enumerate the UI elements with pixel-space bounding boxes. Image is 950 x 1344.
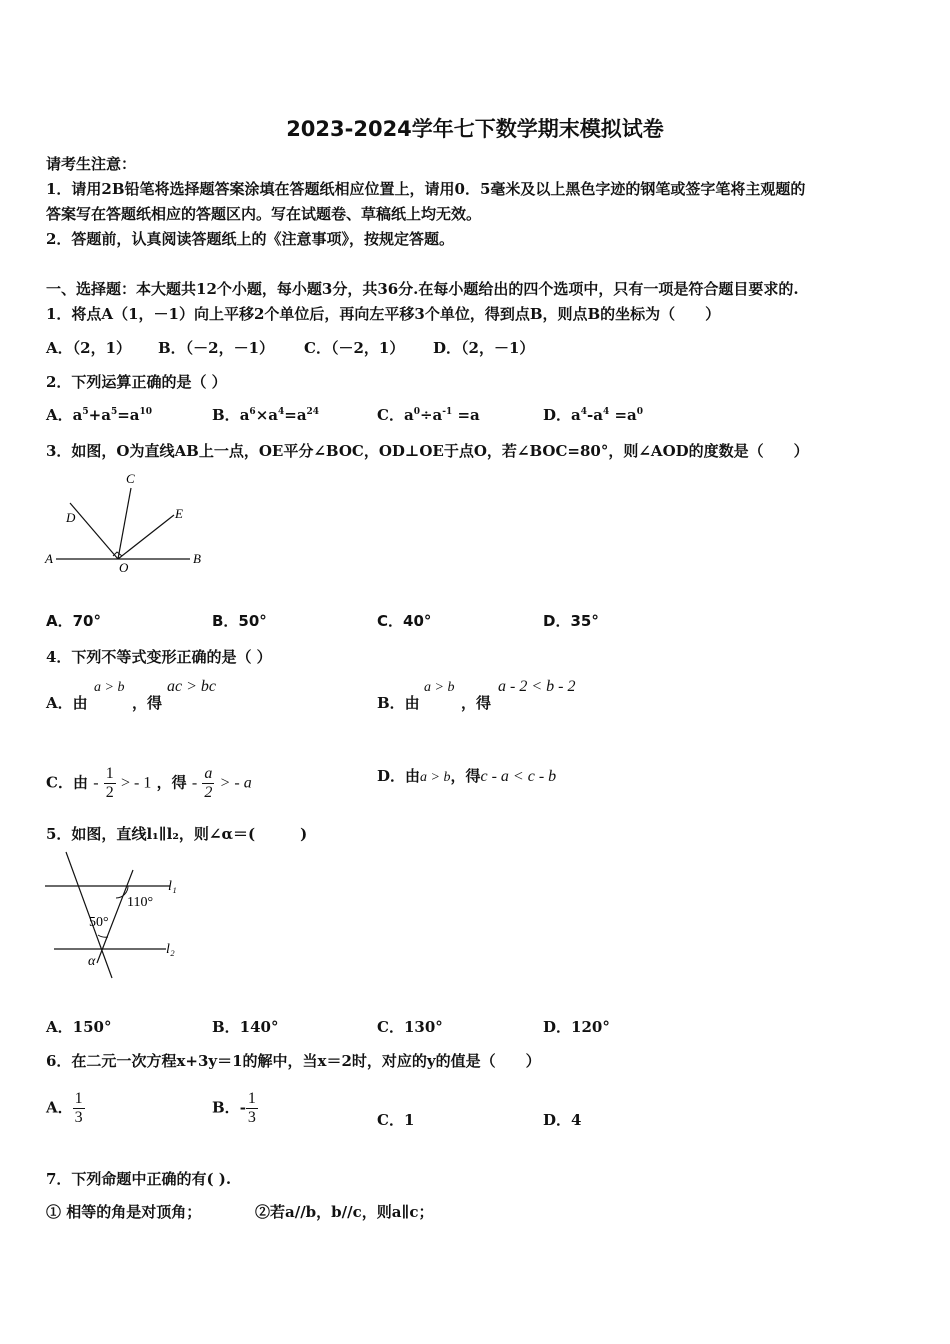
q5-option-a: A．150° (46, 1018, 112, 1036)
label-d: D (66, 510, 76, 525)
ray-oc (118, 488, 131, 559)
q5-figure (40, 848, 200, 983)
q7-stem: 7．下列命题中正确的有( ). (46, 1170, 232, 1188)
q6-option-a: A． $\frac{1}{3}$ (46, 1090, 83, 1126)
notice-line-2: 2．答题前，认真阅读答题纸上的《注意事项》，按规定答题。 (46, 230, 454, 248)
q2-option-a: A．$a^5+a^5=a^{10}$ (46, 406, 153, 424)
q2-option-d: D．$a^4-a^4 =a^0$ (543, 406, 644, 424)
q4-option-b-condition: a > b (424, 680, 455, 695)
q4-stem: 4．下列不等式变形正确的是（ ） (46, 648, 272, 666)
label-l1: l₁ (168, 879, 177, 894)
q1-option-b: B．（－2，－1） (158, 339, 275, 357)
label-50: 50° (89, 915, 109, 930)
q4-option-a-label: A．由 (46, 694, 88, 712)
q7-item-2: ②若a//b，b//c，则a∥c； (255, 1203, 434, 1221)
q6-stem: 6．在二元一次方程x+3y＝1的解中，当x＝2时，对应的y的值是（ ） (46, 1052, 541, 1070)
q6-option-d: D．4 (543, 1111, 582, 1129)
ray-od (70, 503, 118, 559)
label-c: C (126, 471, 135, 486)
q5-option-c: C．130° (377, 1018, 443, 1036)
q7-item-1: ① 相等的角是对顶角； (46, 1203, 202, 1221)
q3-option-b: B．50° (212, 612, 267, 630)
q1-option-d: D．（2，－1） (433, 339, 535, 357)
notice-heading: 请考生注意： (46, 155, 137, 173)
angle-50-arc (98, 935, 108, 937)
q3-stem: 3．如图，O为直线AB上一点，OE平分∠BOC，OD⊥OE于点O，若∠BOC=80°，则∠AOD的度数是（ ） (46, 442, 809, 460)
q6-option-b: B．- $\frac{1}{3}$ (212, 1090, 256, 1126)
q3-figure (40, 468, 220, 583)
q6-option-c: C．1 (377, 1111, 415, 1129)
label-o: O (119, 560, 129, 575)
q3-option-a: A．70° (46, 612, 101, 630)
notice-line-1b: 答案写在答题纸相应的答题区内。写在试题卷、草稿纸上均无效。 (46, 205, 482, 223)
q1-option-c: C．（－2，1） (304, 339, 405, 357)
notice-line-1a: 1．请用2B铅笔将选择题答案涂填在答题纸相应位置上，请用0．5毫米及以上黑色字迹的钢笔或签字笔将主观题的 (46, 180, 806, 198)
q5-option-b: B．140° (212, 1018, 279, 1036)
q2-stem: 2．下列运算正确的是（ ） (46, 373, 227, 391)
q1-stem: 1．将点A（1，－1）向上平移2个单位后，再向左平移3个单位，得到点B，则点B的坐标为（ ） (46, 305, 721, 323)
q4-option-c: C．由 - $\frac{1}{2}$ > - 1 ，得 - $\frac{a}{2}$ > - a (46, 765, 252, 801)
q4-option-a-condition: a > b (94, 680, 125, 695)
label-e: E (175, 506, 183, 521)
q5-stem: 5．如图，直线l₁∥l₂，则∠α＝( ) (46, 825, 308, 843)
q2-option-b: B．$a^6\times a^4=a^{24}$ (212, 406, 320, 424)
q3-option-c: C．40° (377, 612, 432, 630)
q5-option-d: D．120° (543, 1018, 610, 1036)
label-110: 110° (127, 895, 154, 910)
q4-option-a-result: ac > bc (167, 678, 216, 695)
section-heading: 一、选择题：本大题共12个小题，每小题3分，共36分.在每小题给出的四个选项中，只有一项是符合题目要求的. (46, 280, 799, 298)
label-b: B (193, 551, 201, 566)
page-title: 2023-2024学年七下数学期末模拟试卷 (286, 117, 664, 141)
q1-option-a: A．（2，1） (46, 339, 132, 357)
q4-option-a-get: ，得 (132, 694, 163, 712)
q4-option-d: D．由a > b，得c - a < c - b (377, 767, 557, 785)
q3-option-d: D．35° (543, 612, 599, 630)
label-a: A (45, 551, 53, 566)
label-alpha: α (88, 954, 96, 969)
q4-option-b-result: a - 2 < b - 2 (498, 678, 576, 695)
q2-option-c: C．$a^0\div a^{-1} =a$ (377, 406, 480, 424)
ray-oe (118, 515, 174, 559)
q4-option-b-get: ，得 (461, 694, 492, 712)
q4-option-b-label: B．由 (377, 694, 420, 712)
label-l2: l₂ (166, 942, 175, 957)
